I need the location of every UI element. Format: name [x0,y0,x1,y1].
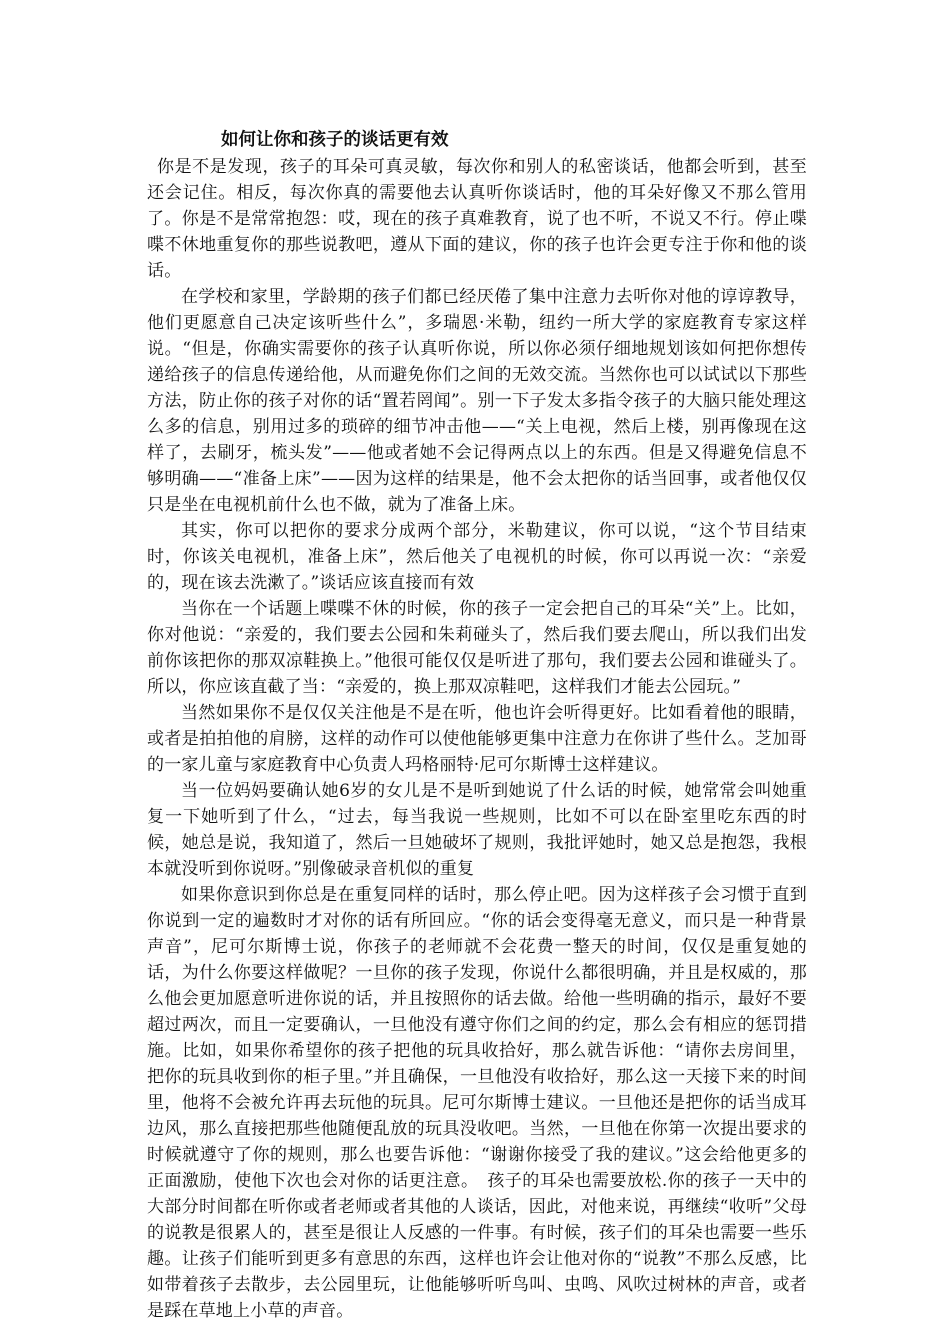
paragraph-3: 其实，你可以把你的要求分成两个部分，米勒建议，你可以说，“这个节目结束时，你该关电视机，准备上床”，然后他关了电视机的时候，你可以再说一次：“亲爱的，现在该去洗漱了。”谈话应该直接而有效 [147,521,807,593]
document-page [147,128,807,1324]
paragraph-6: 当一位妈妈要确认她6岁的女儿是不是听到她说了什么话的时候，她常常会叫她重复一下她听到了什么，“过去，每当我说一些规则，比如不可以在卧室里吃东西的时候，她总是说，我知道了，然后一旦她破坏了规则，我批评她时，她又总是抱怨，我根本就没听到你说呀。”别像破录音机似的重复 [147,781,807,879]
paragraph-7: 如果你意识到你总是在重复同样的话时，那么停止吧。因为这样孩子会习惯于直到你说到一定的遍数时才对你的话有所回应。“你的话会变得毫无意义，而只是一种背景声音”，尼可尔斯博士说，你孩子的老师就不会花费一整天的时间，仅仅是重复她的话，为什么你要这样做呢？一旦你的孩子发现，你说什么都很明确，并且是权威的，那么他会更加愿意听进你说的话，并且按照你的话去做。给他一些明确的指示，最好不要超过两次，而且一定要确认，一旦他没有遵守你们之间的约定，那么会有相应的惩罚措施。比如，如果你希望你的孩子把他的玩具收拾好，那么就告诉他：“请你去房间里，把你的玩具收到你的柜子里。”并且确保，一旦他没有收拾好，那么这一天接下来的时间里，他将不会被允许再去玩他的玩具。尼可尔斯博士建议。一旦他还是把你的话当成耳边风，那么直接把那些他随便乱放的玩具没收吧。当然，一旦他在你第一次提出要求的时候就遵守了你的规则，那么也要告诉他：“谢谢你接受了我的建议。”这会给他更多的正面激励，使他下次也会对你的话更注意。 孩子的耳朵也需要放松.你的孩子一天中的大部分时间都在听你或者老师或者其他的人谈话，因此，对他来说，再继续“收听”父母的说教是很累人的，甚至是很让人反感的一件事。有时候，孩子们的耳朵也需要一些乐趣。让孩子们能听到更多有意思的东西，这样也许会让他对你的“说教”不那么反感，比如带着孩子去散步，去公园里玩，让他能够听听鸟叫、虫鸣、风吹过树林的声音，或者是踩在草地上小草的声音。 [147,885,807,1321]
paragraph-2: 在学校和家里，学龄期的孩子们都已经厌倦了集中注意力去听你对他的谆谆教导，他们更愿意自己决定该听些什么”，多瑞恩·米勒，纽约一所大学的家庭教育专家这样说。“但是，你确实需要你的孩子认真听你说，所以你必须仔细地规划该如何把你想传递给孩子的信息传递给他，从而避免你们之间的无效交流。当然你也可以试试以下那些方法，防止你的孩子对你的话“置若罔闻”。别一下子发太多指令孩子的大脑只能处理这么多的信息，别用过多的琐碎的细节冲击他——“关上电视，然后上楼，别再像现在这样了，去刷牙，梳头发”——他或者她不会记得两点以上的东西。但是又得避免信息不够明确——“准备上床”——因为这样的结果是，他不会太把你的话当回事，或者他仅仅只是坐在电视机前什么也不做，就为了准备上床。 [147,287,807,515]
paragraph-5: 当然如果你不是仅仅关注他是不是在听，他也许会听得更好。比如看着他的眼睛，或者是拍拍他的肩膀，这样的动作可以使他能够更集中注意力在你讲了些什么。芝加哥的一家儿童与家庭教育中心负责人玛格丽特·尼可尔斯博士这样建议。 [147,703,807,775]
document-title: 如何让你和孩子的谈话更有效 [221,130,449,150]
paragraph-4: 当你在一个话题上喋喋不休的时候，你的孩子一定会把自己的耳朵“关”上。比如，你对他说：“亲爱的，我们要去公园和朱莉碰头了，然后我们要去爬山，所以我们出发前你该把你的那双凉鞋换上。”他很可能仅仅是听进了那句，我们要去公园和谁碰头了。所以，你应该直截了当：“亲爱的，换上那双凉鞋吧，这样我们才能去公园玩。” [147,599,807,697]
paragraph-intro: 你是不是发现，孩子的耳朵可真灵敏，每次你和别人的私密谈话，他都会听到，甚至还会记住。相反，每次你真的需要他去认真听你谈话时，他的耳朵好像又不那么管用了。你是不是常常抱怨：哎，现在的孩子真难教育，说了也不听，不说又不行。停止喋喋不休地重复你的那些说教吧，遵从下面的建议，你的孩子也许会更专注于你和他的谈话。 [147,157,807,281]
